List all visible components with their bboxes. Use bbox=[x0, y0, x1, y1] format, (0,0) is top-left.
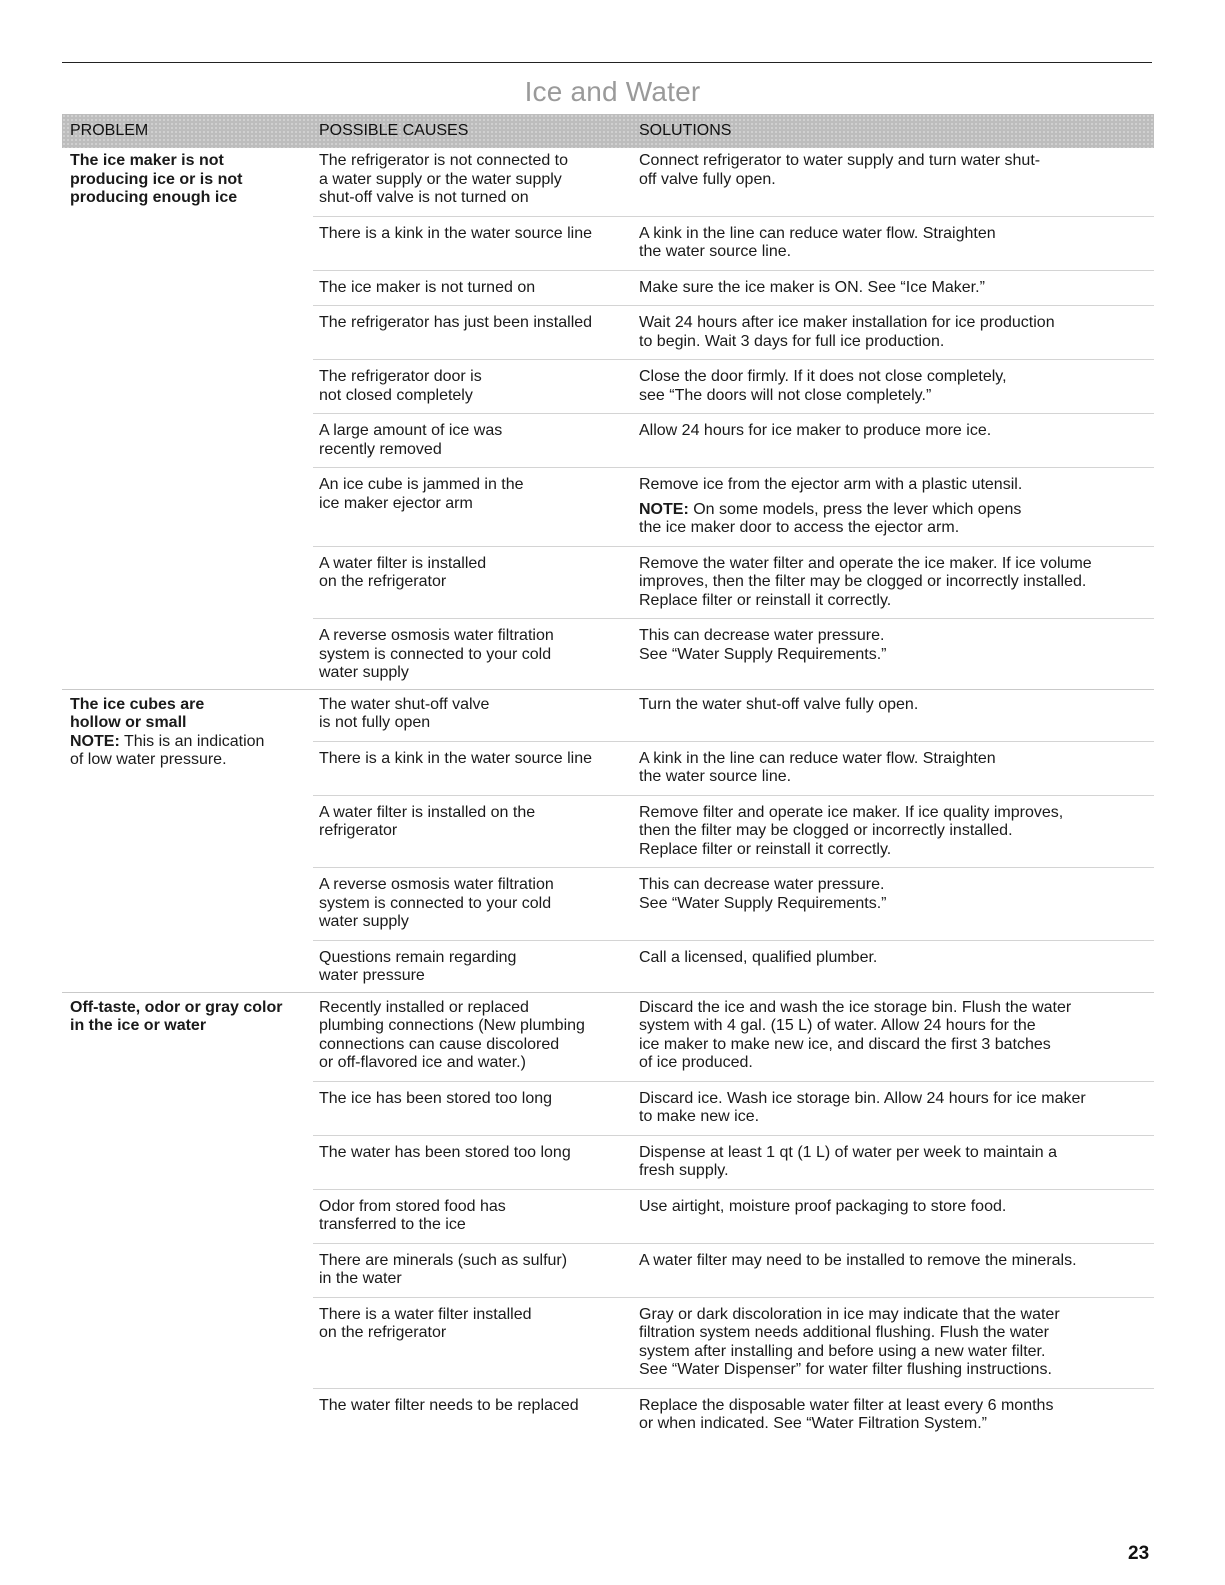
table-row bbox=[313, 876, 1154, 941]
cause-text: A reverse osmosis water filtration system is connected to your cold water supply bbox=[319, 876, 554, 930]
solution-note bbox=[639, 501, 1154, 538]
solution-text: Replace the disposable water filter at least every 6 months or when indicated. See “Water Filtration System.” bbox=[639, 1396, 1054, 1432]
table-row bbox=[313, 804, 1154, 869]
cause-text: The refrigerator has just been installed bbox=[319, 314, 593, 331]
table-row bbox=[313, 225, 1154, 271]
header-possible-causes: POSSIBLE CAUSES bbox=[319, 122, 469, 139]
cause-text: There is a kink in the water source line bbox=[319, 749, 593, 767]
cause-text: A water filter is installed on the refrigerator bbox=[319, 554, 487, 590]
cause-text: An ice cube is jammed in the ice maker ejector arm bbox=[319, 476, 524, 512]
table-row bbox=[313, 476, 1154, 547]
table-row bbox=[313, 152, 1154, 217]
top-rule bbox=[62, 62, 1152, 63]
table-row bbox=[313, 1252, 1154, 1298]
solution-text: Discard the ice and wash the ice storage bin. Flush the water system with 4 gal. (15 L) of water. Allow 24 hours for the ice maker to make new ice, and discard the first 3 batches of ice produced. bbox=[639, 998, 1072, 1071]
solution-text: Make sure the ice maker is ON. See “Ice Maker.” bbox=[639, 278, 985, 296]
troubleshooting-table bbox=[62, 152, 1154, 1440]
solution-text: Wait 24 hours after ice maker installation for ice production to begin. Wait 3 days for full ice production. bbox=[639, 314, 1055, 350]
problem-group bbox=[62, 690, 1154, 993]
table-row bbox=[313, 999, 1154, 1082]
cause-text: A large amount of ice was recently removed bbox=[319, 422, 503, 458]
problem-group bbox=[62, 993, 1154, 1440]
problem-title: The ice cubes are hollow or small bbox=[70, 695, 205, 731]
cause-text: There is a water filter installed on the refrigerator bbox=[319, 1305, 532, 1341]
table-row bbox=[313, 750, 1154, 796]
problem-note bbox=[70, 733, 310, 770]
note-label: NOTE: bbox=[639, 500, 689, 518]
cause-text: There is a kink in the water source line bbox=[319, 224, 593, 242]
problem-title: The ice maker is not producing ice or is not producing enough ice bbox=[70, 152, 243, 206]
solution-text: Dispense at least 1 qt (1 L) of water per week to maintain a fresh supply. bbox=[639, 1143, 1057, 1179]
cause-text: The refrigerator is not connected to a water supply or the water supply shut-off valve is not turned on bbox=[319, 152, 569, 206]
solution-text: Allow 24 hours for ice maker to produce more ice. bbox=[639, 422, 992, 439]
table-row bbox=[313, 422, 1154, 468]
solution-text: Remove the water filter and operate the ice maker. If ice volume improves, then the filter may be clogged or incorrectly installed. Replace filter or reinstall it correctly. bbox=[639, 554, 1092, 609]
solution-cell bbox=[639, 476, 1154, 538]
cause-text: The refrigerator door is not closed completely bbox=[319, 368, 482, 404]
cause-text: The water shut-off valve is not fully open bbox=[319, 695, 490, 731]
table-row bbox=[313, 555, 1154, 620]
problem-cell bbox=[70, 696, 310, 770]
table-row bbox=[313, 1144, 1154, 1190]
solution-text: Connect refrigerator to water supply and turn water shut- off valve fully open. bbox=[639, 152, 1041, 188]
table-row bbox=[313, 314, 1154, 360]
page-number: 23 bbox=[1128, 1543, 1150, 1564]
table-row bbox=[313, 1090, 1154, 1136]
note-text: This is an indication of low water pressure. bbox=[70, 732, 265, 768]
table-row bbox=[313, 279, 1154, 307]
table-row bbox=[313, 696, 1154, 742]
cause-text: The water filter needs to be replaced bbox=[319, 1396, 579, 1414]
cause-text: There are minerals (such as sulfur) in the water bbox=[319, 1251, 568, 1287]
solution-text: Discard ice. Wash ice storage bin. Allow 24 hours for ice maker to make new ice. bbox=[639, 1089, 1086, 1125]
problem-group bbox=[62, 152, 1154, 690]
solution-text: This can decrease water pressure. See “Water Supply Requirements.” bbox=[639, 876, 887, 912]
solution-text: A kink in the line can reduce water flow. Straighten the water source line. bbox=[639, 224, 996, 260]
table-row bbox=[313, 368, 1154, 414]
problem-cell bbox=[70, 152, 310, 208]
section-title: Ice and Water bbox=[524, 76, 701, 107]
cause-text: Odor from stored food has transferred to the ice bbox=[319, 1197, 506, 1233]
cause-text: Questions remain regarding water pressure bbox=[319, 948, 517, 984]
problem-cell bbox=[70, 999, 310, 1036]
solution-text: Gray or dark discoloration in ice may indicate that the water filtration system needs additional flushing. Flush the water system after installing and before using a new water filter. See “Water Dispenser” for water filter flushing instructions. bbox=[639, 1305, 1060, 1378]
problem-title: Off-taste, odor or gray color in the ice or water bbox=[70, 998, 283, 1034]
solution-text: Use airtight, moisture proof packaging to store food. bbox=[639, 1197, 1007, 1215]
cause-text: A reverse osmosis water filtration system is connected to your cold water supply bbox=[319, 627, 554, 681]
note-text: On some models, press the lever which opens the ice maker door to access the ejector arm. bbox=[639, 500, 1022, 536]
solution-text: This can decrease water pressure. See “Water Supply Requirements.” bbox=[639, 627, 887, 663]
cause-text: A water filter is installed on the refrigerator bbox=[319, 803, 536, 839]
solution-text: A kink in the line can reduce water flow. Straighten the water source line. bbox=[639, 749, 996, 785]
solution-text: A water filter may need to be installed to remove the minerals. bbox=[639, 1251, 1077, 1269]
note-label: NOTE: bbox=[70, 732, 120, 750]
cause-text: Recently installed or replaced plumbing connections (New plumbing connections can cause discolored or off-flavored ice and water.) bbox=[319, 998, 585, 1071]
solution-text: Turn the water shut-off valve fully open. bbox=[639, 695, 919, 713]
header-solutions: SOLUTIONS bbox=[639, 122, 732, 139]
table-header bbox=[62, 114, 1154, 148]
table-row bbox=[313, 627, 1154, 689]
solution-text: Call a licensed, qualified plumber. bbox=[639, 948, 878, 966]
cause-text: The ice maker is not turned on bbox=[319, 278, 536, 296]
table-row bbox=[313, 1397, 1154, 1440]
table-row bbox=[313, 1198, 1154, 1244]
solution-text: Remove filter and operate ice maker. If ice quality improves, then the filter may be clogged or incorrectly installed. Replace filter or reinstall it correctly. bbox=[639, 803, 1064, 858]
cause-text: The water has been stored too long bbox=[319, 1143, 571, 1161]
header-problem: PROBLEM bbox=[70, 122, 149, 139]
table-row bbox=[313, 949, 1154, 992]
table-row bbox=[313, 1306, 1154, 1389]
cause-text: The ice has been stored too long bbox=[319, 1089, 553, 1107]
solution-text: Close the door firmly. If it does not close completely, see “The doors will not close completely.” bbox=[639, 368, 1007, 404]
solution-text: Remove ice from the ejector arm with a plastic utensil. bbox=[639, 476, 1023, 493]
